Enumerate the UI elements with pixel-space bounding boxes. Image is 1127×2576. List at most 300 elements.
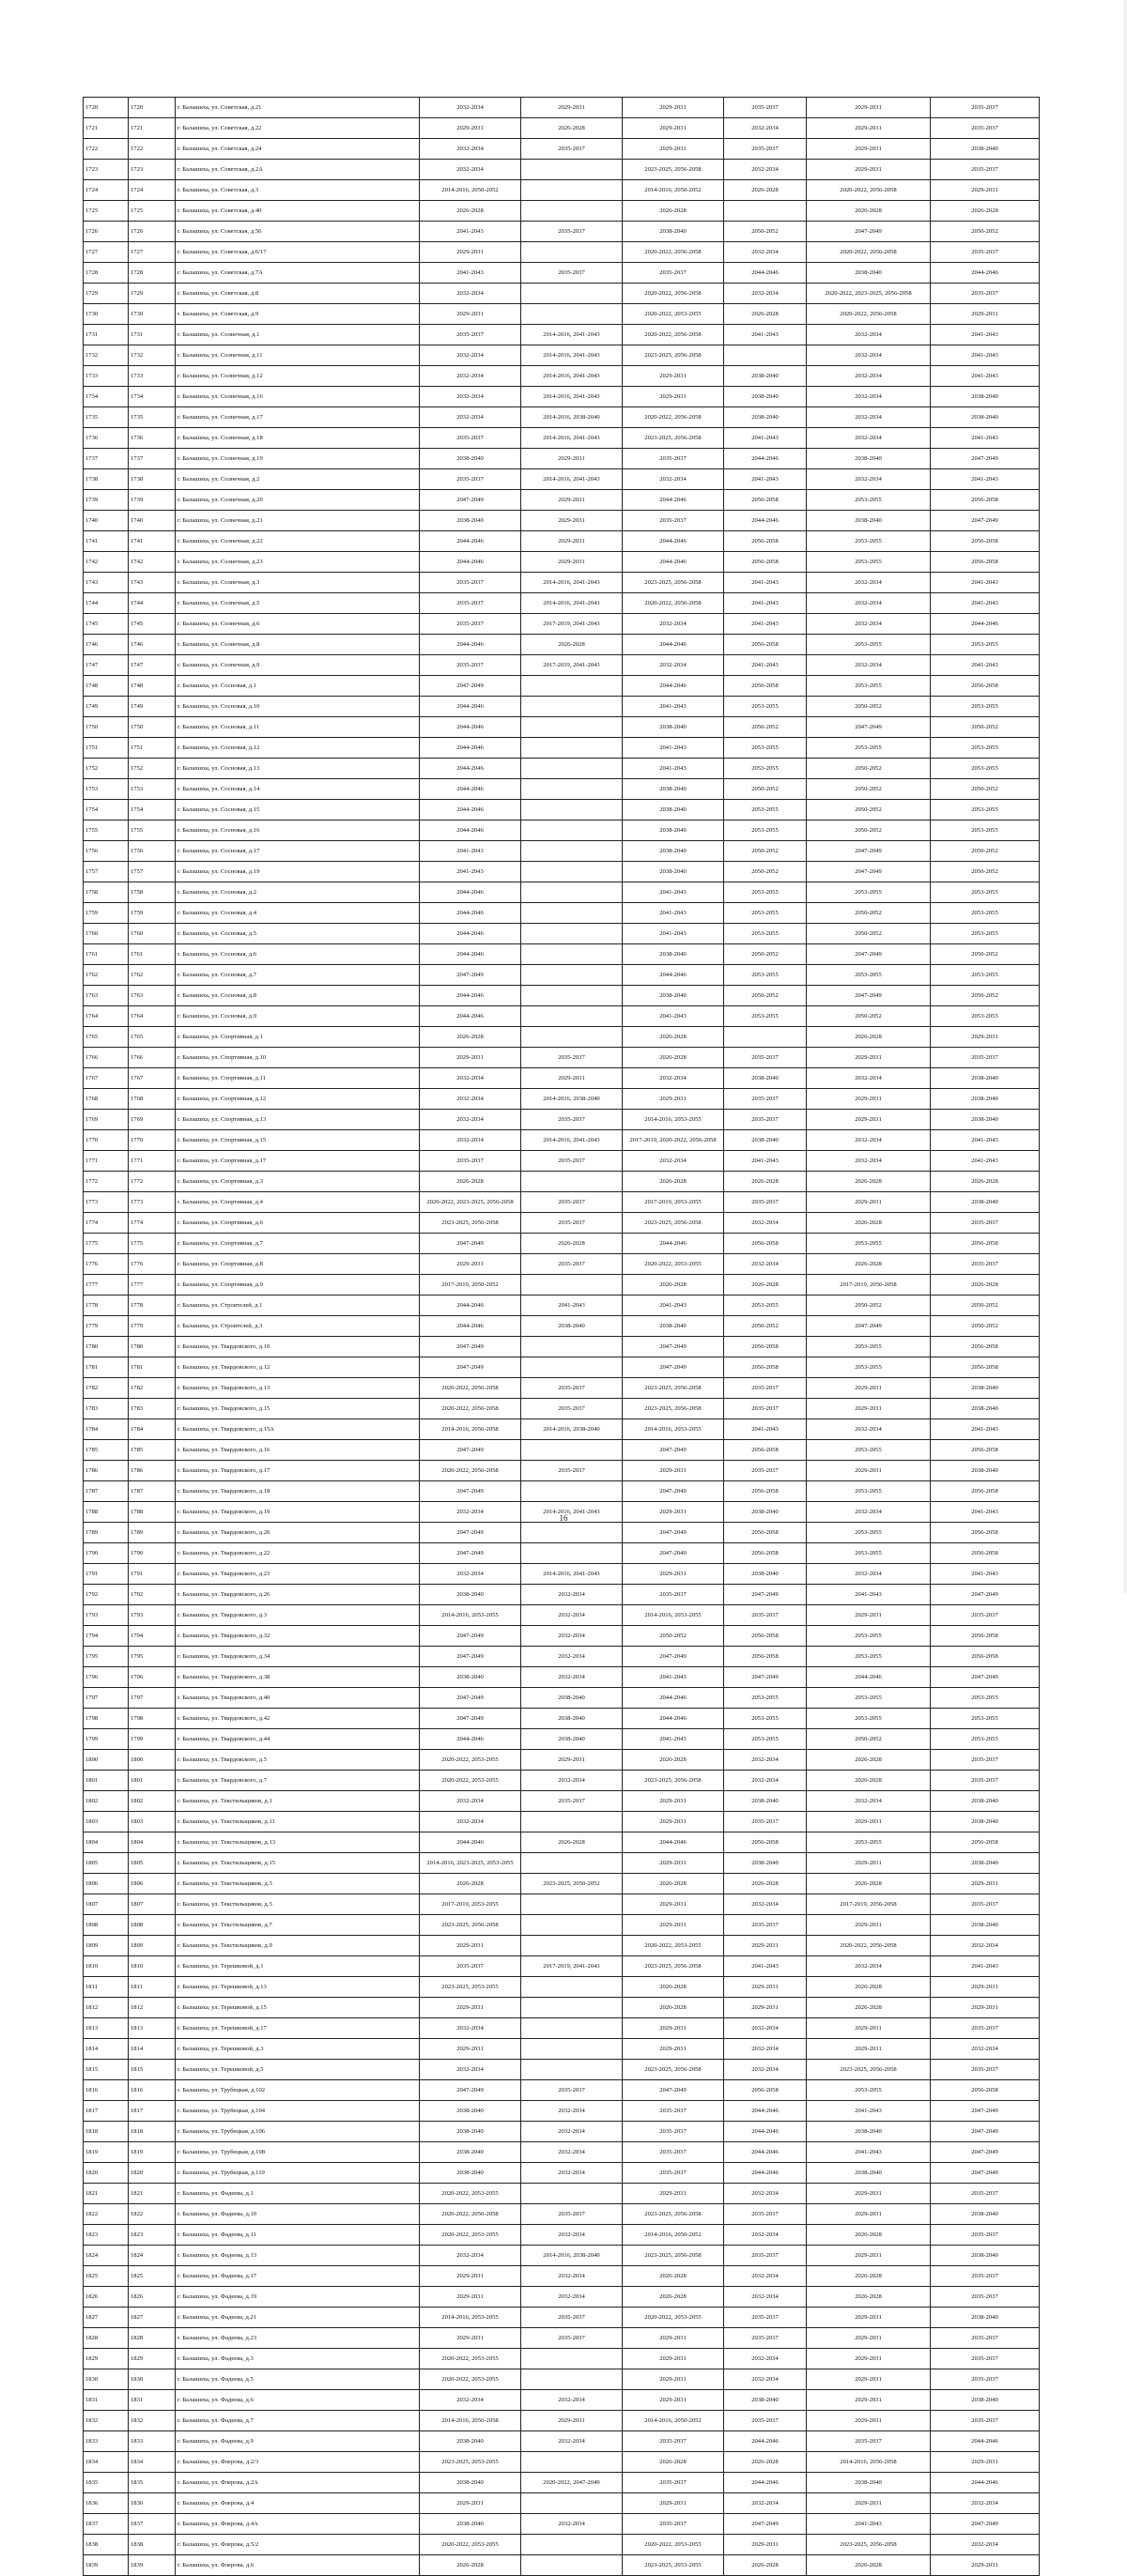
table-row xyxy=(84,242,1040,263)
period-1-cell: 2044-2046 xyxy=(420,1832,521,1853)
row-number-cell: 1826 xyxy=(84,2287,129,2308)
period-6-cell: 2038-2040 xyxy=(931,1089,1040,1110)
period-4-cell: 2035-2037 xyxy=(724,1110,807,1130)
period-1-cell: 2044-2046 xyxy=(420,986,521,1006)
table-row xyxy=(84,1440,1040,1461)
period-5-cell: 2026-2028 xyxy=(807,1998,931,2018)
row-number-cell: 1804 xyxy=(84,1832,129,1853)
period-4-cell: 2032-2034 xyxy=(724,242,807,263)
period-5-cell: 2032-2034 xyxy=(807,325,931,345)
period-1-cell: 2029-2031 xyxy=(420,1936,521,1956)
period-6-cell: 2041-2043 xyxy=(931,469,1040,490)
period-4-cell: 2053-2055 xyxy=(724,1709,807,1729)
period-5-cell: 2047-2049 xyxy=(807,222,931,242)
period-5-cell: 2020-2022, 2056-2058 xyxy=(807,304,931,325)
row-number-cell: 1732 xyxy=(84,345,129,366)
address-cell: г. Балашиха, ул. Твардовского, д.22 xyxy=(176,1543,420,1564)
row-number-cell: 1812 xyxy=(84,1998,129,2018)
address-cell: г. Балашиха, ул. Солнечная, д.6 xyxy=(176,614,420,635)
period-2-cell: 2038-2040 xyxy=(521,1316,623,1337)
period-1-cell: 2020-2022, 2053-2055 xyxy=(420,1771,521,1791)
house-id-cell: 1737 xyxy=(129,449,176,469)
period-6-cell: 2035-2037 xyxy=(931,2266,1040,2287)
period-4-cell: 2050-2052 xyxy=(724,986,807,1006)
address-cell: г. Балашиха, ул. Солнечная, д.3 xyxy=(176,573,420,593)
period-2-cell xyxy=(521,820,623,841)
period-4-cell: 2041-2043 xyxy=(724,1151,807,1172)
period-4-cell: 2032-2034 xyxy=(724,118,807,139)
period-1-cell: 2044-2046 xyxy=(420,1296,521,1316)
period-1-cell: 2020-2022, 2053-2055 xyxy=(420,2349,521,2369)
period-1-cell: 2044-2046 xyxy=(420,1006,521,1027)
period-3-cell: 2029-2031 xyxy=(623,2184,724,2204)
address-cell: г. Балашиха, ул. Сосновая, д.15 xyxy=(176,800,420,820)
period-5-cell: 2020-2022, 2023-2025, 2056-2058 xyxy=(807,284,931,304)
address-cell: г. Балашиха, ул. Сосновая, д.17 xyxy=(176,841,420,862)
table-row xyxy=(84,800,1040,820)
period-4-cell: 2038-2040 xyxy=(724,407,807,428)
address-cell: г. Балашиха, ул. Спортивная, д.4 xyxy=(176,1192,420,1213)
house-id-cell: 1799 xyxy=(129,1729,176,1750)
period-6-cell: 2050-2052 xyxy=(931,1316,1040,1337)
house-id-cell: 1741 xyxy=(129,531,176,552)
period-3-cell: 2029-2031 xyxy=(623,1812,724,1832)
period-1-cell: 2044-2046 xyxy=(420,800,521,820)
period-4-cell: 2050-2052 xyxy=(724,1316,807,1337)
period-1-cell: 2032-2034 xyxy=(420,407,521,428)
house-id-cell: 1802 xyxy=(129,1791,176,1812)
period-4-cell: 2035-2037 xyxy=(724,1192,807,1213)
address-cell: г. Балашиха, ул. Терешковой, д.15 xyxy=(176,1998,420,2018)
period-3-cell: 2014-2016, 2050-2052 xyxy=(623,2411,724,2431)
period-3-cell: 2026-2028 xyxy=(623,2452,724,2473)
period-5-cell: 2029-2031 xyxy=(807,2204,931,2225)
row-number-cell: 1793 xyxy=(84,1605,129,1626)
table-row xyxy=(84,655,1040,676)
address-cell: г. Балашиха, ул. Твардовского, д.3 xyxy=(176,1605,420,1626)
period-4-cell: 2041-2043 xyxy=(724,614,807,635)
period-1-cell: 2029-2031 xyxy=(420,304,521,325)
row-number-cell: 1727 xyxy=(84,242,129,263)
period-1-cell: 2014-2016, 2050-2052 xyxy=(420,180,521,201)
period-5-cell: 2029-2031 xyxy=(807,1812,931,1832)
row-number-cell: 1740 xyxy=(84,511,129,531)
period-4-cell: 2038-2040 xyxy=(724,1564,807,1585)
period-4-cell: 2056-2058 xyxy=(724,1832,807,1853)
table-row xyxy=(84,1151,1040,1172)
row-number-cell: 1835 xyxy=(84,2473,129,2493)
period-2-cell xyxy=(521,1915,623,1936)
house-id-cell: 1746 xyxy=(129,635,176,655)
period-5-cell: 2029-2031 xyxy=(807,1110,931,1130)
period-6-cell: 2041-2043 xyxy=(931,1564,1040,1585)
period-5-cell: 2038-2040 xyxy=(807,449,931,469)
period-6-cell: 2026-2028 xyxy=(931,1275,1040,1296)
period-1-cell: 2038-2040 xyxy=(420,2473,521,2493)
period-3-cell: 2020-2022, 2053-2055 xyxy=(623,1254,724,1275)
period-2-cell: 2035-2037 xyxy=(521,222,623,242)
period-5-cell: 2026-2028 xyxy=(807,1977,931,1998)
period-3-cell: 2044-2046 xyxy=(623,676,724,697)
period-4-cell: 2029-2031 xyxy=(724,1936,807,1956)
period-3-cell: 2038-2040 xyxy=(623,862,724,882)
period-2-cell xyxy=(521,1006,623,1027)
period-3-cell: 2035-2037 xyxy=(623,511,724,531)
row-number-cell: 1724 xyxy=(84,180,129,201)
period-5-cell: 2029-2031 xyxy=(807,1399,931,1419)
period-6-cell: 2044-2046 xyxy=(931,614,1040,635)
row-number-cell: 1729 xyxy=(84,284,129,304)
period-4-cell: 2038-2040 xyxy=(724,1068,807,1089)
period-4-cell: 2035-2037 xyxy=(724,1378,807,1399)
period-4-cell: 2053-2055 xyxy=(724,1729,807,1750)
period-1-cell: 2038-2040 xyxy=(420,2142,521,2163)
period-5-cell: 2053-2055 xyxy=(807,1543,931,1564)
period-1-cell: 2044-2046 xyxy=(420,779,521,800)
period-5-cell: 2038-2040 xyxy=(807,2122,931,2142)
address-cell: г. Балашиха, ул. Флерова, д.6 xyxy=(176,2555,420,2576)
period-4-cell: 2053-2055 xyxy=(724,800,807,820)
address-cell: г. Балашиха, ул. Солнечная, д.18 xyxy=(176,428,420,449)
period-1-cell: 2014-2016, 2056-2058 xyxy=(420,2411,521,2431)
table-row xyxy=(84,882,1040,903)
period-4-cell: 2035-2037 xyxy=(724,1048,807,1068)
period-1-cell: 2032-2034 xyxy=(420,284,521,304)
period-5-cell: 2053-2055 xyxy=(807,490,931,511)
period-3-cell: 2023-2025, 2056-2058 xyxy=(623,1956,724,1977)
table-row xyxy=(84,2101,1040,2122)
house-id-cell: 1722 xyxy=(129,139,176,160)
table-row xyxy=(84,1667,1040,1688)
table-row xyxy=(84,428,1040,449)
period-2-cell: 2014-2016, 2041-2043 xyxy=(521,1130,623,1151)
period-2-cell: 2032-2034 xyxy=(521,2225,623,2246)
period-2-cell xyxy=(521,1998,623,2018)
period-2-cell xyxy=(521,1357,623,1378)
house-id-cell: 1751 xyxy=(129,738,176,759)
row-number-cell: 1799 xyxy=(84,1729,129,1750)
period-4-cell: 2032-2034 xyxy=(724,1750,807,1771)
address-cell: г. Балашиха, ул. Твардовского, д.20 xyxy=(176,1523,420,1543)
address-cell: г. Балашиха, ул. Фадеева, д.17 xyxy=(176,2266,420,2287)
period-1-cell: 2041-2043 xyxy=(420,841,521,862)
row-number-cell: 1814 xyxy=(84,2039,129,2060)
period-5-cell: 2053-2055 xyxy=(807,965,931,986)
row-number-cell: 1813 xyxy=(84,2018,129,2039)
row-number-cell: 1735 xyxy=(84,407,129,428)
table-row xyxy=(84,1378,1040,1399)
table-row xyxy=(84,387,1040,407)
house-id-cell: 1743 xyxy=(129,573,176,593)
period-3-cell: 2029-2031 xyxy=(623,1853,724,1874)
period-2-cell xyxy=(521,1812,623,1832)
period-5-cell: 2053-2055 xyxy=(807,1832,931,1853)
period-3-cell: 2032-2034 xyxy=(623,1151,724,1172)
row-number-cell: 1774 xyxy=(84,1213,129,1234)
period-2-cell xyxy=(521,800,623,820)
period-6-cell: 2035-2037 xyxy=(931,1048,1040,1068)
period-6-cell: 2035-2037 xyxy=(931,2018,1040,2039)
row-number-cell: 1836 xyxy=(84,2493,129,2514)
address-cell: г. Балашиха, ул. Фадеева, д.7 xyxy=(176,2411,420,2431)
period-5-cell: 2029-2031 xyxy=(807,139,931,160)
period-1-cell: 2029-2031 xyxy=(420,118,521,139)
period-4-cell: 2056-2058 xyxy=(724,635,807,655)
house-id-cell: 1791 xyxy=(129,1564,176,1585)
period-1-cell: 2023-2025, 2056-2058 xyxy=(420,1213,521,1234)
house-id-cell: 1763 xyxy=(129,986,176,1006)
table-row xyxy=(84,222,1040,242)
row-number-cell: 1746 xyxy=(84,635,129,655)
row-number-cell: 1791 xyxy=(84,1564,129,1585)
address-cell: г. Балашиха, ул. Сосновая, д.19 xyxy=(176,862,420,882)
address-cell: г. Балашиха, ул. Спортивная, д.7 xyxy=(176,1234,420,1254)
period-5-cell: 2026-2028 xyxy=(807,1172,931,1192)
period-6-cell: 2035-2037 xyxy=(931,160,1040,180)
house-id-cell: 1837 xyxy=(129,2514,176,2535)
table-row xyxy=(84,2328,1040,2349)
period-1-cell: 2044-2046 xyxy=(420,531,521,552)
period-4-cell: 2041-2043 xyxy=(724,655,807,676)
period-5-cell: 2050-2052 xyxy=(807,820,931,841)
period-2-cell: 2020-2022, 2047-2049 xyxy=(521,2473,623,2493)
house-id-cell: 1759 xyxy=(129,903,176,924)
period-5-cell: 2020-2022, 2056-2058 xyxy=(807,180,931,201)
address-cell: г. Балашиха, ул. Трубецкая, д.110 xyxy=(176,2163,420,2184)
address-cell: г. Балашиха, ул. Фадеева, д.13 xyxy=(176,2246,420,2266)
period-6-cell: 2041-2043 xyxy=(931,593,1040,614)
period-4-cell: 2044-2046 xyxy=(724,449,807,469)
period-2-cell: 2029-2031 xyxy=(521,552,623,573)
period-5-cell: 2029-2031 xyxy=(807,2390,931,2411)
row-number-cell: 1784 xyxy=(84,1419,129,1440)
period-3-cell: 2038-2040 xyxy=(623,841,724,862)
period-2-cell: 2014-2016, 2041-2043 xyxy=(521,325,623,345)
period-4-cell: 2053-2055 xyxy=(724,820,807,841)
period-1-cell: 2020-2022, 2053-2055 xyxy=(420,1750,521,1771)
house-id-cell: 1801 xyxy=(129,1771,176,1791)
period-6-cell: 2056-2058 xyxy=(931,1357,1040,1378)
period-6-cell: 2032-2034 xyxy=(931,2493,1040,2514)
period-3-cell: 2026-2028 xyxy=(623,201,724,222)
period-4-cell xyxy=(724,345,807,366)
period-3-cell: 2032-2034 xyxy=(623,614,724,635)
address-cell: г. Балашиха, ул. Твардовского, д.15А xyxy=(176,1419,420,1440)
period-1-cell: 2023-2025, 2056-2058 xyxy=(420,1915,521,1936)
house-id-cell: 1820 xyxy=(129,2163,176,2184)
period-6-cell: 2035-2037 xyxy=(931,2349,1040,2369)
period-5-cell: 2032-2034 xyxy=(807,366,931,387)
period-3-cell: 2023-2025, 2056-2058 xyxy=(623,2204,724,2225)
period-5-cell: 2044-2046 xyxy=(807,1667,931,1688)
period-1-cell: 2020-2022, 2053-2055 xyxy=(420,2369,521,2390)
period-4-cell: 2053-2055 xyxy=(724,924,807,944)
period-6-cell: 2041-2043 xyxy=(931,655,1040,676)
house-id-cell: 1738 xyxy=(129,469,176,490)
table-row xyxy=(84,345,1040,366)
table-row xyxy=(84,407,1040,428)
row-number-cell: 1787 xyxy=(84,1481,129,1502)
period-5-cell: 2029-2031 xyxy=(807,1461,931,1481)
house-id-cell: 1749 xyxy=(129,697,176,717)
period-6-cell: 2041-2043 xyxy=(931,345,1040,366)
house-id-cell: 1834 xyxy=(129,2452,176,2473)
period-3-cell: 2047-2049 xyxy=(623,1543,724,1564)
period-6-cell: 2056-2058 xyxy=(931,490,1040,511)
period-6-cell: 2053-2055 xyxy=(931,800,1040,820)
period-6-cell: 2050-2052 xyxy=(931,862,1040,882)
house-id-cell: 1818 xyxy=(129,2122,176,2142)
period-6-cell: 2041-2043 xyxy=(931,573,1040,593)
period-3-cell: 2029-2031 xyxy=(623,1461,724,1481)
house-id-cell: 1810 xyxy=(129,1956,176,1977)
table-row xyxy=(84,201,1040,222)
table-row xyxy=(84,1998,1040,2018)
period-4-cell: 2032-2034 xyxy=(724,2493,807,2514)
period-5-cell: 2026-2028 xyxy=(807,1027,931,1048)
address-cell: г. Балашиха, ул. Спортивная, д.9 xyxy=(176,1275,420,1296)
address-cell: г. Балашиха, ул. Твардовского, д.38 xyxy=(176,1667,420,1688)
address-cell: г. Балашиха, ул. Флерова, д.4А xyxy=(176,2514,420,2535)
period-1-cell: 2032-2034 xyxy=(420,1812,521,1832)
period-6-cell: 2041-2043 xyxy=(931,1419,1040,1440)
address-cell: г. Балашиха, ул. Твардовского, д.17 xyxy=(176,1461,420,1481)
period-5-cell: 2047-2049 xyxy=(807,944,931,965)
table-row xyxy=(84,820,1040,841)
period-2-cell xyxy=(521,717,623,738)
period-5-cell: 2029-2031 xyxy=(807,1605,931,1626)
address-cell: г. Балашиха, ул. Советская, д.8 xyxy=(176,284,420,304)
address-cell: г. Балашиха, ул. Строителей, д.1 xyxy=(176,1296,420,1316)
table-row xyxy=(84,490,1040,511)
period-6-cell: 2038-2040 xyxy=(931,1378,1040,1399)
table-row xyxy=(84,676,1040,697)
period-6-cell: 2035-2037 xyxy=(931,242,1040,263)
address-cell: г. Балашиха, ул. Солнечная, д.12 xyxy=(176,366,420,387)
house-id-cell: 1730 xyxy=(129,304,176,325)
address-cell: г. Балашиха, ул. Спортивная, д.6 xyxy=(176,1213,420,1234)
period-5-cell: 2038-2040 xyxy=(807,511,931,531)
table-row xyxy=(84,1275,1040,1296)
period-3-cell: 2017-2019, 2020-2022, 2056-2058 xyxy=(623,1130,724,1151)
period-5-cell: 2032-2034 xyxy=(807,1956,931,1977)
period-4-cell: 2038-2040 xyxy=(724,1130,807,1151)
table-row xyxy=(84,1564,1040,1585)
period-3-cell: 2023-2025, 2056-2058 xyxy=(623,1399,724,1419)
address-cell: г. Балашиха, ул. Трубецкая, д.102 xyxy=(176,2080,420,2101)
period-3-cell: 2026-2028 xyxy=(623,1027,724,1048)
row-number-cell: 1827 xyxy=(84,2308,129,2328)
house-id-cell: 1839 xyxy=(129,2555,176,2576)
period-5-cell: 2026-2028 xyxy=(807,2555,931,2576)
period-4-cell: 2056-2058 xyxy=(724,676,807,697)
period-4-cell: 2032-2034 xyxy=(724,2225,807,2246)
row-number-cell: 1723 xyxy=(84,160,129,180)
table-row xyxy=(84,841,1040,862)
period-2-cell: 2029-2031 xyxy=(521,449,623,469)
period-5-cell: 2023-2025, 2056-2058 xyxy=(807,2060,931,2080)
period-2-cell xyxy=(521,2555,623,2576)
period-1-cell: 2023-2025, 2053-2055 xyxy=(420,1977,521,1998)
period-1-cell: 2047-2049 xyxy=(420,1647,521,1667)
period-1-cell: 2035-2037 xyxy=(420,1151,521,1172)
period-4-cell: 2044-2046 xyxy=(724,2163,807,2184)
period-4-cell: 2056-2058 xyxy=(724,1523,807,1543)
period-5-cell: 2047-2049 xyxy=(807,862,931,882)
address-cell: г. Балашиха, ул. Трубецкая, д.104 xyxy=(176,2101,420,2122)
house-id-cell: 1768 xyxy=(129,1089,176,1110)
period-2-cell xyxy=(521,201,623,222)
table-row xyxy=(84,2555,1040,2576)
period-5-cell: 2026-2028 xyxy=(807,1874,931,1894)
period-1-cell: 2032-2034 xyxy=(420,139,521,160)
period-4-cell: 2032-2034 xyxy=(724,2369,807,2390)
period-3-cell: 2041-2043 xyxy=(623,882,724,903)
period-3-cell: 2038-2040 xyxy=(623,1316,724,1337)
row-number-cell: 1748 xyxy=(84,676,129,697)
period-1-cell: 2032-2034 xyxy=(420,2390,521,2411)
address-cell: г. Балашиха, ул. Сосновая, д.14 xyxy=(176,779,420,800)
period-3-cell: 2038-2040 xyxy=(623,800,724,820)
address-cell: г. Балашиха, ул. Солнечная, д.23 xyxy=(176,552,420,573)
period-6-cell: 2053-2055 xyxy=(931,738,1040,759)
table-row xyxy=(84,284,1040,304)
row-number-cell: 1730 xyxy=(84,304,129,325)
address-cell: г. Балашиха, ул. Фадеева, д.9 xyxy=(176,2431,420,2452)
address-cell: г. Балашиха, ул. Сосновая, д.1 xyxy=(176,676,420,697)
period-4-cell: 2035-2037 xyxy=(724,2308,807,2328)
row-number-cell: 1761 xyxy=(84,944,129,965)
address-cell: г. Балашиха, ул. Солнечная, д.8 xyxy=(176,635,420,655)
period-6-cell: 2053-2055 xyxy=(931,759,1040,779)
period-4-cell: 2041-2043 xyxy=(724,573,807,593)
period-3-cell: 2029-2031 xyxy=(623,2369,724,2390)
period-4-cell: 2026-2028 xyxy=(724,1172,807,1192)
table-row xyxy=(84,614,1040,635)
table-row xyxy=(84,944,1040,965)
period-3-cell: 2044-2046 xyxy=(623,1688,724,1709)
address-cell: г. Балашиха, ул. Солнечная, д.2 xyxy=(176,469,420,490)
house-id-cell: 1830 xyxy=(129,2369,176,2390)
table-row xyxy=(84,1234,1040,1254)
period-5-cell: 2053-2055 xyxy=(807,882,931,903)
row-number-cell: 1801 xyxy=(84,1771,129,1791)
row-number-cell: 1725 xyxy=(84,201,129,222)
period-3-cell: 2029-2031 xyxy=(623,1894,724,1915)
row-number-cell: 1778 xyxy=(84,1296,129,1316)
period-1-cell: 2014-2016, 2053-2055 xyxy=(420,2308,521,2328)
row-number-cell: 1832 xyxy=(84,2411,129,2431)
period-5-cell: 2029-2031 xyxy=(807,1089,931,1110)
period-1-cell: 2032-2034 xyxy=(420,98,521,118)
row-number-cell: 1779 xyxy=(84,1316,129,1337)
period-2-cell: 2014-2016, 2041-2043 xyxy=(521,428,623,449)
table-row xyxy=(84,2266,1040,2287)
period-6-cell: 2038-2040 xyxy=(931,1791,1040,1812)
period-6-cell: 2035-2037 xyxy=(931,2328,1040,2349)
period-1-cell: 2041-2043 xyxy=(420,862,521,882)
period-1-cell: 2026-2028 xyxy=(420,1874,521,1894)
period-4-cell: 2041-2043 xyxy=(724,1419,807,1440)
table-row xyxy=(84,2018,1040,2039)
period-1-cell: 2047-2049 xyxy=(420,490,521,511)
period-5-cell: 2029-2031 xyxy=(807,160,931,180)
period-3-cell: 2020-2022, 2056-2058 xyxy=(623,242,724,263)
period-6-cell: 2029-2031 xyxy=(931,1977,1040,1998)
period-3-cell: 2026-2028 xyxy=(623,1750,724,1771)
period-6-cell: 2035-2037 xyxy=(931,2060,1040,2080)
period-6-cell: 2047-2049 xyxy=(931,511,1040,531)
